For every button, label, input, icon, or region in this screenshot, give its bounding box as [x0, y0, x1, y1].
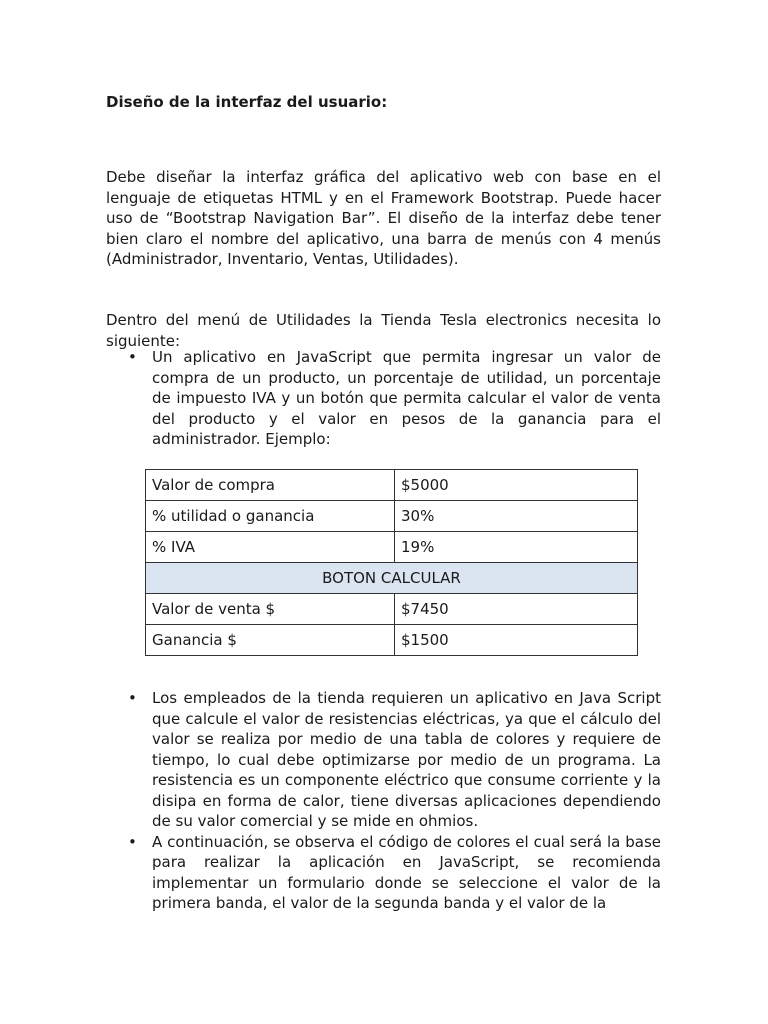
list-item — [106, 832, 661, 914]
bullet-list-1 — [106, 347, 661, 450]
bullet-dot: • — [128, 689, 137, 707]
paragraph-utilities-menu: Dentro del menú de Utilidades la Tienda Tesla electronics necesita lo siguiente: — [106, 311, 661, 350]
table-cell-value: 30% — [395, 501, 638, 532]
table-row — [146, 470, 638, 501]
bullet-text: Los empleados de la tienda requieren un aplicativo en Java Script que calcule el valor de resistencias eléctricas, ya que el cálculo del valor se realiza por medio de una tabla de colores y requiere de tiempo, lo cual debe optimizarse por medio de un programa. La resistencia es un componente eléctrico que consume corriente y la disipa en forma de calor, tiene diversas aplicaciones dependiendo de su valor comercial y se mide en ohmios. — [152, 689, 661, 830]
table-row — [146, 532, 638, 563]
table-cell-value: $1500 — [395, 625, 638, 656]
table-row — [146, 594, 638, 625]
bullet-text: Un aplicativo en JavaScript que permita ingresar un valor de compra de un producto, un porcentaje de utilidad, un porcentaje de impuesto IVA y un botón que permita calcular el valor de venta del producto y el valor en pesos de la ganancia para el administrador. Ejemplo: — [152, 348, 661, 448]
section-heading: Diseño de la interfaz del usuario: — [106, 93, 388, 111]
table-row — [146, 563, 638, 594]
bullet-dot: • — [128, 348, 137, 366]
bullet-dot: • — [128, 832, 137, 851]
table-cell-label: Ganancia $ — [146, 625, 395, 656]
paragraph-interface-design: Debe diseñar la interfaz gráfica del aplicativo web con base en el lenguaje de etiquetas HTML y en el Framework Bootstrap. Puede hacer uso de “Bootstrap Navigation Bar”. El diseño de la interfaz debe tener bien claro el nombre del aplicativo, una barra de menús con 4 menús (Administrador, Inventario, Ventas, Utilidades). — [106, 168, 661, 268]
bullet-text: A continuación, se observa el código de colores el cual será la base para realizar la aplicación en JavaScript, se recomienda implementar un formulario donde se seleccione el valor de la primera banda, el valor de la segunda banda y el valor de la — [152, 832, 661, 912]
table-cell-value: $5000 — [395, 470, 638, 501]
table-cell-label: Valor de venta $ — [146, 594, 395, 625]
table-cell-label: Valor de compra — [146, 470, 395, 501]
example-calculator-table — [145, 469, 638, 656]
table-cell-value: $7450 — [395, 594, 638, 625]
list-item — [106, 347, 661, 450]
table-cell-label: % utilidad o ganancia — [146, 501, 395, 532]
table-row — [146, 625, 638, 656]
calculate-button-cell: BOTON CALCULAR — [146, 563, 638, 594]
bullet-list-2 — [106, 688, 661, 914]
table-row — [146, 501, 638, 532]
list-item — [106, 688, 661, 832]
table-cell-value: 19% — [395, 532, 638, 563]
table-cell-label: % IVA — [146, 532, 395, 563]
